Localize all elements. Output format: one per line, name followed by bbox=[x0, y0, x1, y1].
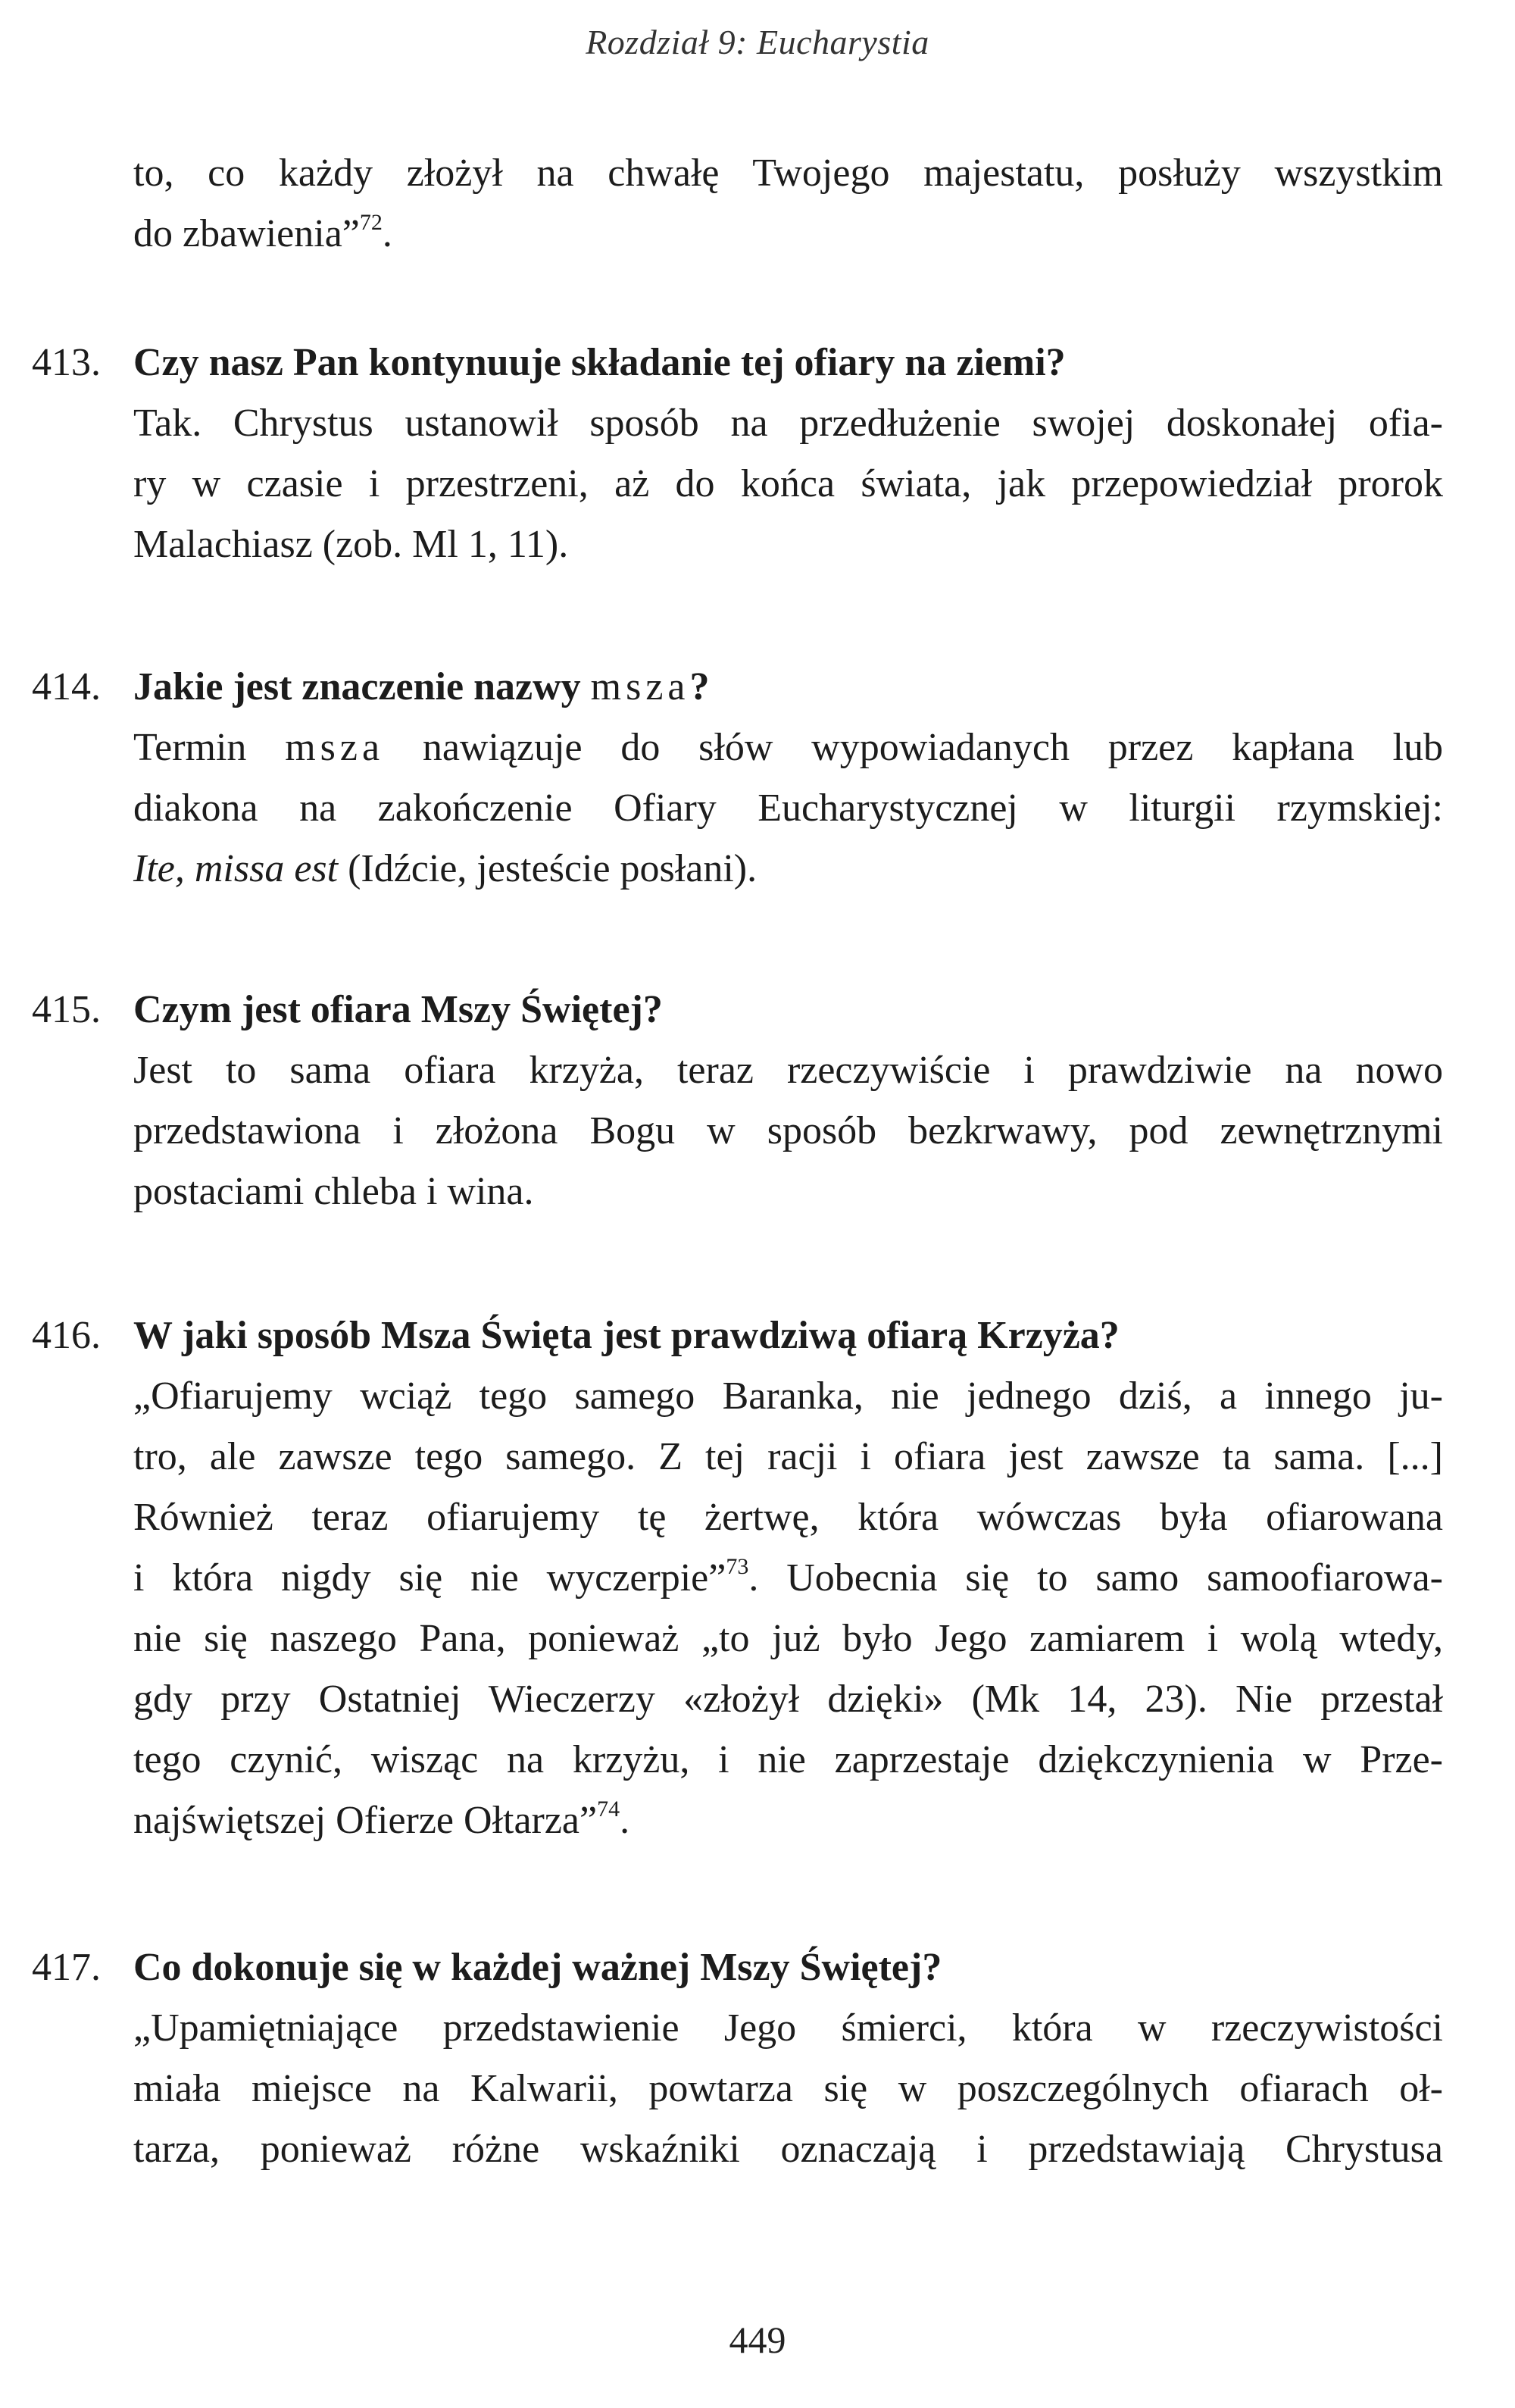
term-msza: msza bbox=[590, 665, 690, 708]
body-text: nawiązuje do słów wypowiadanych przez kapłana lub bbox=[422, 726, 1443, 769]
question-number: 415. bbox=[32, 988, 101, 1031]
question-heading: Czym jest ofiara Mszy Świętej? bbox=[133, 988, 663, 1031]
body-text: i która nigdy się nie wyczerpie” bbox=[133, 1556, 726, 1600]
body-line: przedstawiona i złożona Bogu w sposób bezkrwawy, pod zewnętrznymi bbox=[133, 1109, 1443, 1152]
body-text: . bbox=[382, 212, 392, 255]
running-header: Rozdział 9: Eucharystia bbox=[586, 23, 929, 61]
body-line: Malachiasz (zob. Ml 1, 11). bbox=[133, 523, 569, 566]
body-text: . bbox=[620, 1799, 630, 1842]
body-line: tro, ale zawsze tego samego. Z tej racji i ofiara jest zawsze ta sama. [...] bbox=[133, 1435, 1443, 1478]
body-line: diakona na zakończenie Ofiary Eucharystycznej w liturgii rzymskiej: bbox=[133, 787, 1443, 830]
body-text: . Uobecnia się to samo samoofiarowa- bbox=[748, 1556, 1443, 1600]
body-line: „Upamiętniające przedstawienie Jego śmierci, która w rzeczywistości bbox=[133, 2006, 1443, 2050]
body-line: tego czynić, wisząc na krzyżu, i nie zaprzestaje dziękczynienia w Prze- bbox=[133, 1738, 1443, 1781]
question-heading: W jaki sposób Msza Święta jest prawdziwą ofiarą Krzyża? bbox=[133, 1314, 1120, 1357]
question-number: 417. bbox=[32, 1946, 101, 1989]
body-text: Termin bbox=[133, 726, 247, 769]
body-line bbox=[133, 844, 1443, 894]
body-line: Również teraz ofiarujemy tę żertwę, która wówczas była ofiarowana bbox=[133, 1496, 1443, 1539]
body-line: miała miejsce na Kalwarii, powtarza się w poszczególnych ofiarach oł- bbox=[133, 2067, 1443, 2110]
body-line: „Ofiarujemy wciąż tego samego Baranka, nie jednego dziś, a innego ju- bbox=[133, 1374, 1443, 1418]
body-line: to, co każdy złożył na chwałę Twojego majestatu, posłuży wszystkim bbox=[133, 152, 1443, 195]
body-text: do zbawienia” bbox=[133, 212, 360, 255]
question-heading: Co dokonuje się w każdej ważnej Mszy Świętej? bbox=[133, 1946, 942, 1989]
question-mark: ? bbox=[689, 665, 710, 708]
body-text: (Idźcie, jesteście posłani). bbox=[348, 847, 758, 890]
question-heading: Czy nasz Pan kontynuuje składanie tej ofiary na ziemi? bbox=[133, 341, 1066, 384]
question-number: 414. bbox=[32, 665, 101, 708]
body-line: nie się naszego Pana, ponieważ „to już było Jego zamiarem i wolą wtedy, bbox=[133, 1617, 1443, 1660]
body-line: gdy przy Ostatniej Wieczerzy «złożył dzięki» (Mk 14, 23). Nie przestał bbox=[133, 1678, 1443, 1721]
question-number: 413. bbox=[32, 341, 101, 384]
body-line: postaciami chleba i wina. bbox=[133, 1170, 534, 1213]
body-line: tarza, ponieważ różne wskaźniki oznaczają i przedstawiają Chrystusa bbox=[133, 2128, 1443, 2171]
body-text: najświętszej Ofierze Ołtarza” bbox=[133, 1799, 598, 1842]
body-line bbox=[133, 1796, 1443, 1846]
body-line bbox=[133, 1553, 1443, 1603]
footnote-ref: 74 bbox=[597, 1797, 620, 1822]
question-heading bbox=[133, 662, 709, 712]
page-number: 449 bbox=[729, 2319, 786, 2361]
body-line: Jest to sama ofiara krzyża, teraz rzeczywiście i prawdziwie na nowo bbox=[133, 1049, 1443, 1092]
body-line: Tak. Chrystus ustanowił sposób na przedłużenie swojej doskonałej ofia- bbox=[133, 402, 1443, 445]
body-line bbox=[133, 723, 1443, 773]
question-number: 416. bbox=[32, 1314, 101, 1357]
latin-phrase: Ite, missa est bbox=[133, 847, 339, 890]
footnote-ref: 73 bbox=[726, 1554, 749, 1579]
body-line bbox=[133, 209, 1443, 259]
body-line: ry w czasie i przestrzeni, aż do końca świata, jak przepowiedział prorok bbox=[133, 462, 1443, 505]
footnote-ref: 72 bbox=[359, 210, 383, 235]
term-msza: msza bbox=[285, 726, 385, 769]
question-text: Jakie jest znaczenie nazwy bbox=[133, 665, 581, 708]
